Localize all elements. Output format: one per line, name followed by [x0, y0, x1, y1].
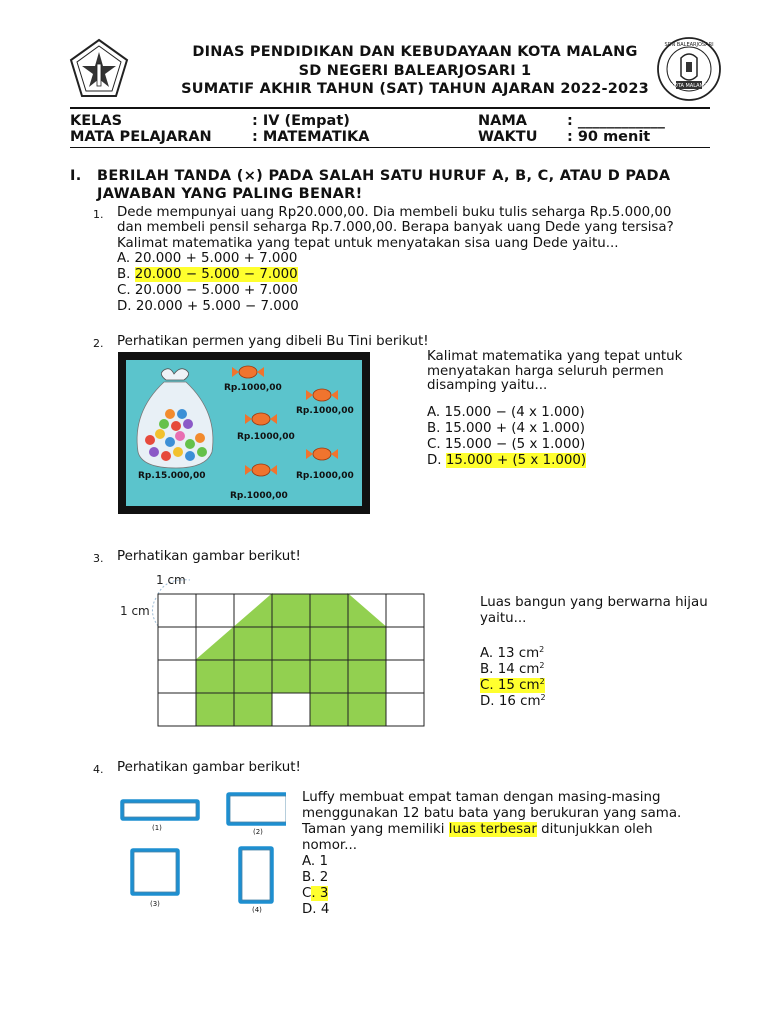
grid-cell [386, 627, 424, 660]
option-text: 20.000 + 5.000 + 7.000 [134, 251, 298, 266]
option-sup: 2 [539, 645, 545, 654]
q1-option-c[interactable] [117, 283, 298, 299]
right-school-logo [656, 36, 722, 102]
grid-cell [158, 594, 196, 627]
garden-2 [228, 794, 286, 824]
grid-cell-green [272, 627, 310, 660]
option-text: 15 cm [497, 678, 540, 693]
nama-field[interactable]: : ____________ [567, 113, 665, 129]
garden-label: (1) [152, 824, 162, 832]
grid-cell-green [348, 660, 386, 693]
option-text-highlighted: 20.000 − 5.000 − 7.000 [134, 267, 298, 282]
q3-line1: Luas bangun yang berwarna hijau [480, 595, 708, 610]
bag-price: Rp.15.000,00 [138, 471, 206, 481]
mapel-label: MATA PELAJARAN [70, 129, 212, 145]
option-letter: A. [480, 646, 498, 661]
q4-line3-after: ditunjukkan oleh [536, 822, 653, 837]
option-sup: 2 [540, 693, 546, 702]
option-letter: A. [117, 251, 135, 266]
q4-option-a[interactable] [302, 854, 328, 870]
q2-line3: disamping yaitu... [427, 378, 548, 393]
garden-label: (4) [252, 906, 262, 914]
option-letter: C. [480, 678, 498, 693]
section-number: I. [70, 168, 82, 184]
header-school: SD NEGERI BALEARJOSARI 1 [298, 63, 532, 79]
kelas-label: KELAS [70, 113, 123, 129]
q2-option-c[interactable] [427, 437, 585, 453]
garden-4 [240, 848, 272, 902]
grid-cell [272, 693, 310, 726]
option-letter: D. [117, 299, 136, 314]
q1-number: 1. [93, 208, 104, 221]
q4-line3-highlight: luas terbesar [448, 822, 537, 837]
garden-label: (3) [150, 900, 160, 908]
option-text: 4 [320, 902, 330, 917]
meta-rule [70, 147, 710, 148]
header-rule [70, 107, 710, 109]
waktu-value: : 90 menit [567, 129, 651, 145]
section-instruction-line1: BERILAH TANDA (×) PADA SALAH SATU HURUF A, B, C, ATAU D PADA [97, 168, 671, 184]
option-text: 15.000 − (4 x 1.000) [444, 405, 585, 420]
q4-prompt: Perhatikan gambar berikut! [117, 760, 301, 775]
q4-line4: nomor... [302, 838, 357, 853]
garden-3 [132, 850, 178, 894]
header-agency: DINAS PENDIDIKAN DAN KEBUDAYAAN KOTA MALANG [192, 44, 638, 60]
option-text: 15.000 − (5 x 1.000) [444, 437, 586, 452]
option-letter: D. [302, 902, 321, 917]
garden-label: (2) [253, 828, 263, 836]
option-text: 20.000 + 5.000 − 7.000 [135, 299, 299, 314]
q4-option-b[interactable] [302, 870, 328, 886]
grid-cell-green [310, 693, 348, 726]
candy-price: Rp.1000,00 [296, 471, 354, 481]
grid-cell-green [196, 660, 234, 693]
waktu-label: WAKTU [478, 129, 538, 145]
option-letter: B. [427, 421, 445, 436]
right-logo-text: SDN BALEARJOSARI [664, 42, 714, 48]
grid-cell [158, 627, 196, 660]
grid-cell-green [272, 660, 310, 693]
mapel-value: : MATEMATIKA [252, 129, 370, 145]
q4-option-c[interactable] [302, 886, 328, 902]
grid-cell-green [196, 693, 234, 726]
option-text: 16 cm [498, 694, 541, 709]
q2-option-d[interactable] [427, 453, 586, 469]
grid-cell-green [234, 660, 272, 693]
section-instruction-line2: JAWABAN YANG PALING BENAR! [97, 186, 363, 202]
left-logo [68, 38, 130, 100]
option-text: 14 cm [497, 662, 540, 677]
option-text: 1 [319, 854, 328, 869]
grid-cell [386, 594, 424, 627]
q4-line1: Luffy membuat empat taman dengan masing-masing [302, 790, 661, 805]
q2-option-b[interactable] [427, 421, 585, 437]
option-letter: C. [427, 437, 445, 452]
q3-line2: yaitu... [480, 611, 527, 626]
q1-line1: Dede mempunyai uang Rp20.000,00. Dia membeli buku tulis seharga Rp.5.000,00 [117, 205, 672, 220]
option-letter: B. [480, 662, 498, 677]
candy-price: Rp.1000,00 [224, 383, 282, 393]
q4-line3-before: Taman yang memiliki [302, 822, 449, 837]
candy-price: Rp.1000,00 [230, 491, 288, 501]
grid-cell-green [310, 594, 348, 627]
garden-1 [122, 801, 198, 819]
q1-option-a[interactable] [117, 251, 297, 267]
grid-cell-green [310, 627, 348, 660]
option-letter: C [302, 886, 312, 901]
q4-option-d[interactable] [302, 902, 329, 918]
option-sup: 2 [539, 677, 545, 686]
grid-cell-green [234, 627, 272, 660]
option-text: 2 [319, 870, 329, 885]
q4-number: 4. [93, 763, 104, 776]
q2-prompt: Perhatikan permen yang dibeli Bu Tini berikut! [117, 334, 429, 349]
q2-line1: Kalimat matematika yang tepat untuk [427, 349, 683, 364]
q3-prompt: Perhatikan gambar berikut! [117, 549, 301, 564]
nama-label: NAMA [478, 113, 528, 129]
option-letter: C. [117, 283, 135, 298]
grid-label-left: 1 cm [120, 604, 150, 618]
option-text-highlighted: 15.000 + (5 x 1.000) [445, 453, 587, 468]
option-letter: A. [302, 854, 320, 869]
q1-line2: dan membeli pensil seharga Rp.7.000,00. Berapa banyak uang Dede yang tersisa? [117, 220, 674, 235]
q2-option-a[interactable] [427, 405, 585, 421]
q4-line3 [302, 822, 653, 838]
option-letter: D. [427, 453, 446, 468]
q3-number: 3. [93, 552, 104, 565]
grid-cell-green [310, 660, 348, 693]
candy-price: Rp.1000,00 [237, 432, 295, 442]
grid-cell [158, 693, 196, 726]
kelas-value: : IV (Empat) [252, 113, 350, 129]
candy-price-image [118, 352, 370, 514]
option-text-highlighted: . 3 [311, 886, 329, 901]
q3-option-d[interactable] [480, 690, 546, 710]
grid-cell-green [234, 693, 272, 726]
candy-price: Rp.1000,00 [296, 406, 354, 416]
option-letter: B. [302, 870, 320, 885]
garden-figures [116, 788, 286, 918]
q2-number: 2. [93, 337, 104, 350]
option-sup: 2 [539, 661, 545, 670]
q1-option-b[interactable] [117, 267, 298, 283]
q1-option-d[interactable] [117, 299, 299, 315]
q1-line3: Kalimat matematika yang tepat untuk menyatakan sisa uang Dede yaitu... [117, 236, 619, 251]
option-text: 15.000 + (4 x 1.000) [444, 421, 586, 436]
grid-cell [196, 594, 234, 627]
grid-cell-green [348, 693, 386, 726]
grid-cell [386, 660, 424, 693]
option-letter: A. [427, 405, 445, 420]
option-text: 13 cm [497, 646, 540, 661]
header-exam-title: SUMATIF AKHIR TAHUN (SAT) TAHUN AJARAN 2022-2023 [181, 81, 649, 97]
option-letter: B. [117, 267, 135, 282]
right-logo-ribbon: KOTA MALANG [670, 83, 708, 89]
q2-line2: menyatakan harga seluruh permen [427, 364, 664, 379]
grid-cell [386, 693, 424, 726]
option-text: 20.000 − 5.000 + 7.000 [134, 283, 298, 298]
q4-line2: menggunakan 12 batu bata yang berukuran yang sama. [302, 806, 682, 821]
grid-cell [158, 660, 196, 693]
area-grid-figure [118, 568, 426, 732]
option-letter: D. [480, 694, 499, 709]
grid-cell-green [272, 594, 310, 627]
grid-label-top: 1 cm [156, 573, 186, 587]
